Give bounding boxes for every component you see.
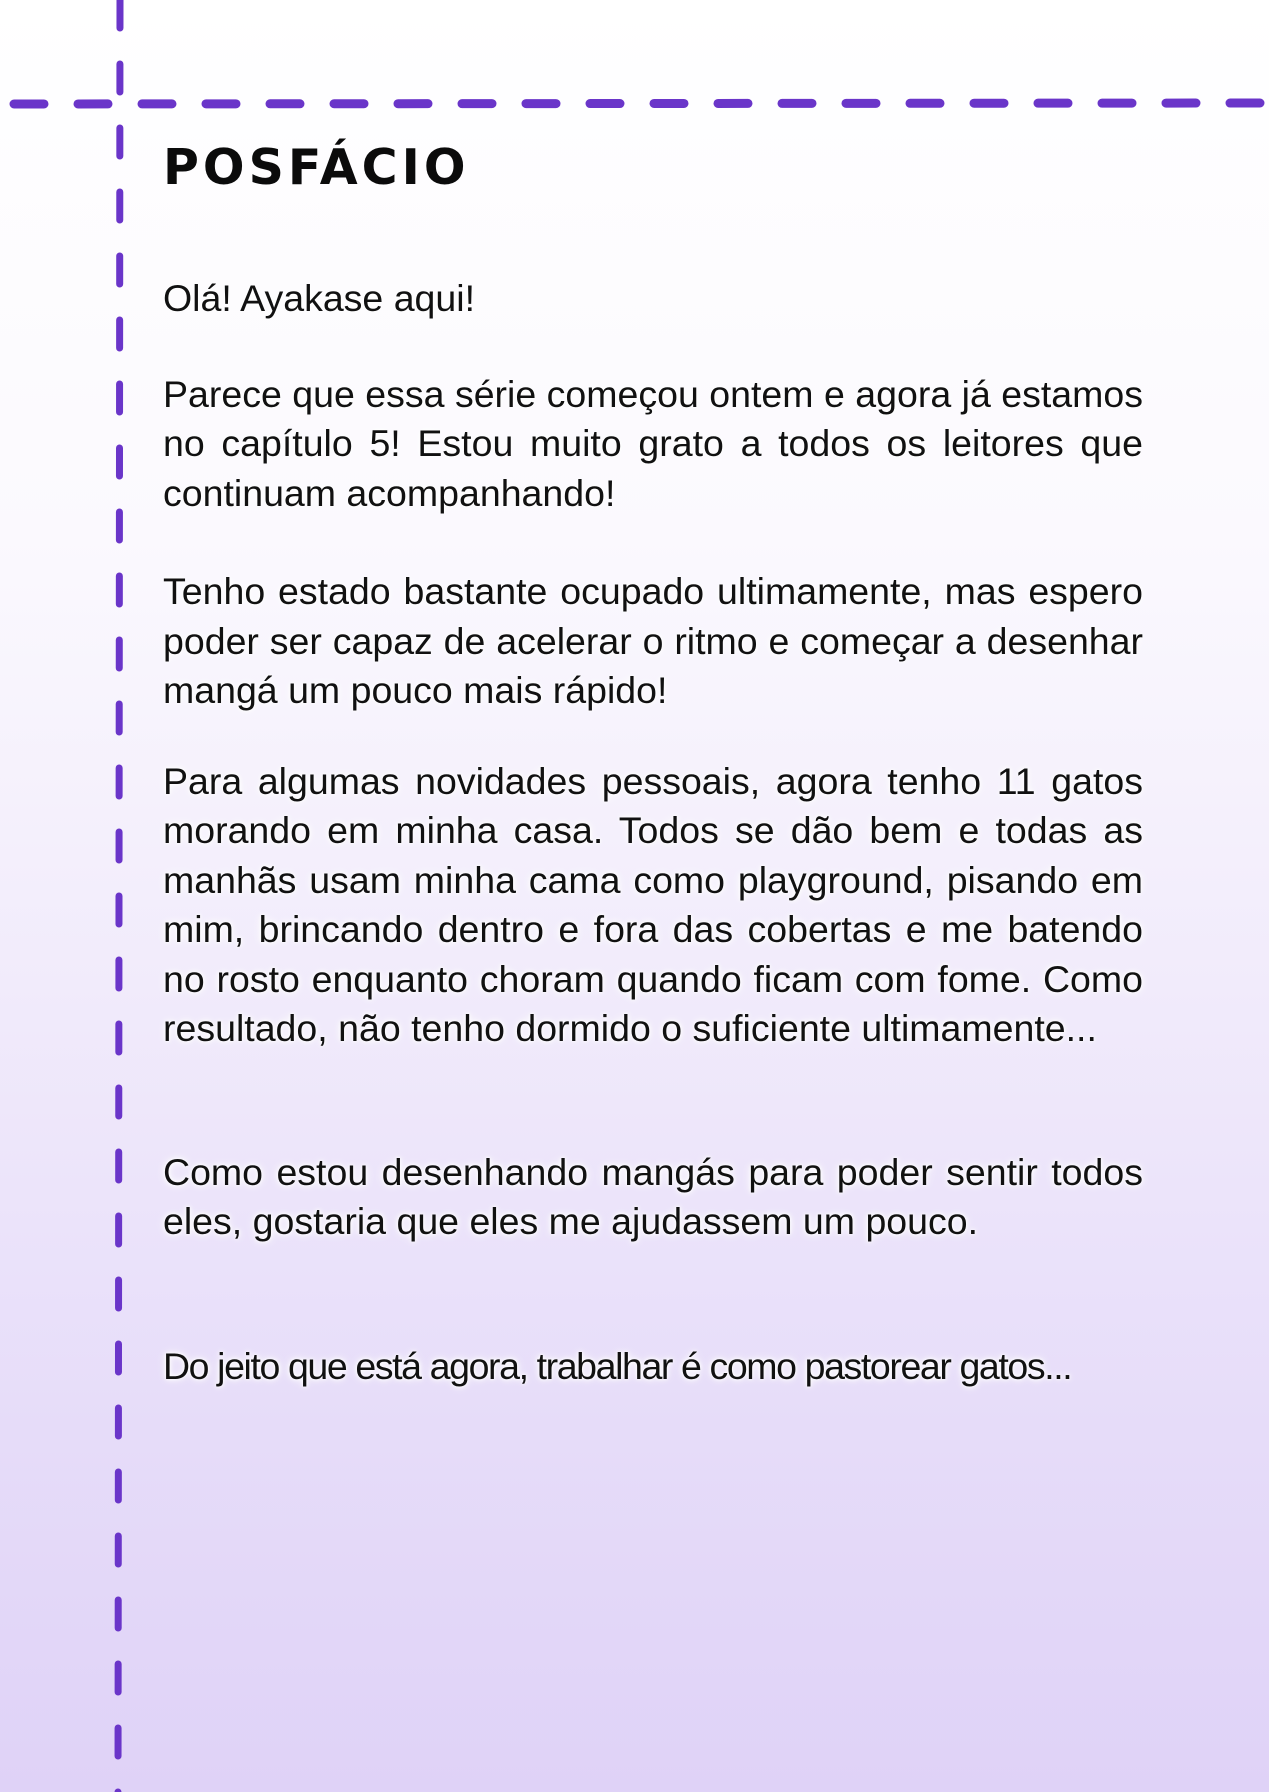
intro-paragraph: Parece que essa série começou ontem e agora já estamos no capítulo 5! Estou muito grato a todos os leitores que continuam acompanhando! (163, 372, 1143, 514)
vertical-dashed-line (118, 0, 120, 1792)
cats-paragraph: Para algumas novidades pessoais, agora tenho 11 gatos morando em minha casa. Todos se dão bem e todas as manhãs usam minha cama como playground, pisando em mim, brincando dentro e fora das cobertas e me batendo no rosto enquanto choram quando ficam com fome. Como resultado, não tenho dormido o suficiente ultimamente... (163, 759, 1143, 1050)
afterword-content (163, 140, 1143, 1391)
horizontal-dashed-line (14, 103, 1269, 104)
greeting-paragraph: Olá! Ayakase aqui! (163, 277, 476, 320)
help-paragraph: Como estou desenhando mangás para poder sentir todos eles, gostaria que eles me ajudassem um pouco. (163, 1150, 1143, 1243)
closing-paragraph: Do jeito que está agora, trabalhar é como pastorear gatos... (163, 1344, 1072, 1387)
page-title: POSFÁCIO (163, 139, 470, 196)
busy-paragraph: Tenho estado bastante ocupado ultimamente, mas espero poder ser capaz de acelerar o ritmo e começar a desenhar mangá um pouco mais rápido! (163, 570, 1143, 712)
